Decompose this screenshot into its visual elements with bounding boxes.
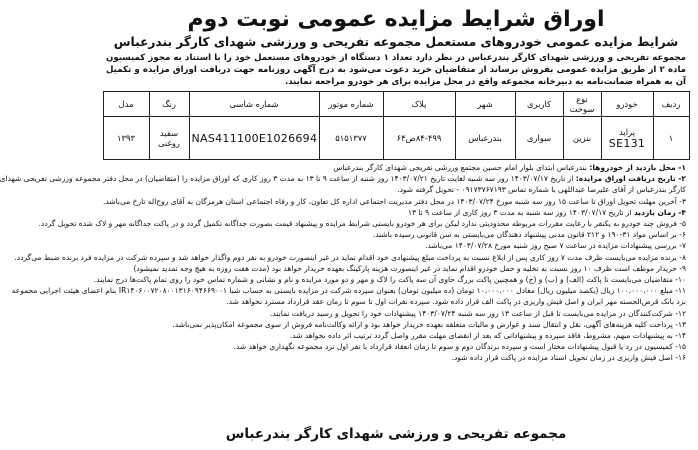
term-item: ۱۰- متقاضیان می‌بایست تا پاکت (الف) و (ب) و (ج) و همچنین پاکت بزرگ حاوی آن سه پاکت را لاک و مهر و دو مورد مزایده و نام و نشانی و شماره تماس خود را روی تمام پاکت‌ها درج نمایند. bbox=[93, 275, 686, 285]
term-item: ۱- محل بازدید از خودروها: بندرعباس ابتدای بلوار امام حسین مجتمع ورزشی تفریحی شهدای کارگر بندرعباس bbox=[333, 163, 686, 172]
term-item: ۶- بر اساس مواد ۳۱-۱۹۰ و ۲۱۲ قانون مدنی پیشنهاد دهندگان می‌بایستی به سن قانونی رسیده باشند. bbox=[372, 230, 686, 240]
term-item: ۳- آخرین مهلت تحویل اوراق تا ساعت ۱۵ روز سه شنبه مورخ ۱۴۰۳/۰۷/۲۴ در محل دفتر مدیریت اجتماعی اداره کل تعاون، کار و رفاه اجتماعی استان هرمزگان به آقای روح‌اله تارخ می‌باشد. bbox=[103, 196, 686, 206]
color-line-1: سفید bbox=[159, 128, 179, 138]
header-fuel: نوع سوخت bbox=[563, 92, 601, 117]
cell-plate: ۸۴-۴۹۹ص۶۴ bbox=[383, 117, 455, 160]
vehicle-model: SE131 bbox=[608, 136, 646, 150]
term-item: ۹- خریدار موظف است ظرف ۱۰ روز نسبت به تخلیه و حمل خودرو اقدام نماید در غیر اینصورت هزینه پارکینگ بعهده خریدار خواهد بود (مدت هفت روزه به هیچ وجه تمدید نمیشود) bbox=[133, 263, 686, 273]
header-city: شهر bbox=[455, 92, 515, 117]
term-item: ۵- فروش چند خودرو به یکنفر با رعایت مقررات مربوطه محدودیتی ندارد لیکن برای هر خودرو بایستی شرایط مزایده و پیشنهاد قیمت بصورت جداگانه تکمیل گردد و در پاکت جداگانه مهر و لاک شده تحویل گردد. bbox=[38, 219, 686, 229]
terms-list bbox=[0, 162, 686, 364]
table-row bbox=[103, 117, 689, 160]
page-subtitle: شرایط مزایده عمومی خودروهای مستعمل مجموعه تفریحی و ورزشی شهدای کارگر بندرعباس bbox=[113, 35, 679, 49]
cell-fuel: بنزین bbox=[563, 117, 601, 160]
cell-vehicle bbox=[601, 117, 653, 160]
term-item: ۱۵- کمیسیون در رد یا قبول پیشنهادات مختار است و سپرده برندگان دوم و سوم تا زمان انعقاد قرارداد با نفر اول نزد مجموعه نگهداری خواهد شد. bbox=[233, 342, 686, 352]
cell-row-number: ۱ bbox=[653, 117, 689, 160]
cell-chassis: NAS411100E1026694 bbox=[189, 117, 319, 160]
term-item: ۱۶- اصل فیش واریزی در زمان تحویل اسناد مزایده در پاکت قرار داده شود. bbox=[451, 353, 686, 363]
cell-usage: سواری bbox=[515, 117, 563, 160]
term-item: ۱۱- مبلغ ۱۰۰،۰۰۰،۰۰۰ ریال (یکصد میلیون ریال) معادل ۱۰،۰۰۰،۰۰۰ تومان (ده میلیون تومان) بعنوان سپرده شرکت در مزایده بایستی به حساب شبا IR۱۴۰۶۰۰۷۲۰۸۰۰۱۳۱۶۰۹۴۶۶۹۰۰۱ بنام اعضای هیئت اجرایی مجموعه bbox=[11, 286, 686, 296]
term-item: کارگر بندرعباس از آقای علیرضا عبداللهی با شماره تماس ۰۹۱۷۳۷۶۷۱۹۳ - تحویل گرفته شود. bbox=[397, 185, 686, 195]
term-item: ۷- بررسی پیشنهادات مزایده در ساعت ۷ صبح روز شنبه مورخ ۱۴۰۳/۰۷/۲۸ می‌باشد. bbox=[425, 241, 686, 251]
term-item: ۱۲- شرکت‌کنندگان در مزایده می‌بایست تا قبل از ساعت ۱۳ روز سه شنبه ۱۴۰۳/۰۷/۲۴ پیشنهادات خود را تحویل و رسید دریافت نمایند. bbox=[270, 308, 686, 318]
header-model: مدل bbox=[103, 92, 149, 117]
table-header-row bbox=[103, 92, 689, 117]
color-line-2: روغنی bbox=[158, 138, 180, 148]
cell-engine: ۵۱۵۱۳۷۷ bbox=[319, 117, 383, 160]
header-row-number: ردیف bbox=[653, 92, 689, 117]
page-title: اوراق شرایط مزایده عمومی نوبت دوم bbox=[187, 7, 605, 32]
term-item: ۸- برنده مزایده می‌بایست ظرف مدت ۷ روز کاری پس از ابلاغ نسبت به پرداخت مبلغ پیشنهادی خود اقدام نماید در غیر اینصورت خودرو به نفر دوم واگذار خواهد شد و سپرده شرکت در مزایده فرد برنده ضبط می‌گردد. bbox=[14, 252, 686, 262]
notice-page bbox=[0, 4, 692, 446]
term-item: ۲- تاریخ دریافت اوراق مزایده: از تاریخ ۱۴۰۳/۰۷/۱۷ روز سه شنبه لغایت تاریخ ۱۴۰۳/۰۷/۲۱ روز شنبه از ساعت ۹ تا ۱۳ به مدت ۳ روز کاری که اوراق مزایده را (متقاضیان) در محل دفتر مجموعه ورزشی تفریحی شهدای bbox=[0, 174, 686, 184]
term-item: ۱۳- پرداخت کلیه هزینه‌های آگهی، نقل و انتقال سند و عوارض و مالیات متعلقه بعهده خریدار خواهد بود و ارائه وکالت‌نامه فروش از سوی مجموعه امکان‌پذیر نمی‌باشد. bbox=[172, 319, 686, 329]
cell-model: ۱۳۹۳ bbox=[103, 117, 149, 160]
header-usage: کاربری bbox=[515, 92, 563, 117]
term-item: ۱۴- به پیشنهادات مبهم، مشروط، فاقد سپرده و پیشنهاداتی که بعد از انقضای مهلت مقرر واصل گردد ترتیب اثر داده نخواهد شد. bbox=[289, 331, 686, 341]
header-engine: شماره موتور bbox=[319, 92, 383, 117]
header-plate: پلاک bbox=[383, 92, 455, 117]
vehicle-table bbox=[103, 91, 690, 160]
header-color: رنگ bbox=[149, 92, 189, 117]
cell-color bbox=[149, 117, 189, 160]
footer-organization: مجموعه تفریحی و ورزشی شهدای کارگر بندرعباس bbox=[225, 426, 567, 442]
header-vehicle: خودرو bbox=[601, 92, 653, 117]
vehicle-brand: پراید bbox=[618, 126, 635, 137]
cell-city: بندرعباس bbox=[455, 117, 515, 160]
term-item: ۴- زمان بازدید از تاریخ ۱۴۰۳/۰۷/۱۷ روز سه شنبه به مدت ۳ روز کاری از ساعت ۹ تا ۱۳ bbox=[407, 207, 686, 217]
intro-paragraph: مجموعه تفریحی و ورزشی شهدای کارگر بندرعباس در نظر دارد تعداد ۱ دستگاه از خودروهای مستعمل خود را با استناد به مجوز کمیسیون ماده ۲ از طریق مزایده عمومی بفروش برساند از متقاضیان خرید دعوت می‌شود به درج آگهی روزنامه جهت دریافت اوراق مزایده و تکمیل آن به همراه ضمانت‌نامه به دبیرخانه مجموعه واقع در محل مزایده برای هر خودرو مراجعه نمایند. bbox=[106, 53, 687, 87]
header-chassis: شماره شاسی bbox=[189, 92, 319, 117]
term-item: نزد بانک قرض‌الحسنه مهر ایران و اصل فیش واریزی در پاکت الف قرار داده شود. سپرده نفرات اول تا سوم تا زمان عقد قرارداد مسترد نخواهد شد. bbox=[226, 297, 686, 307]
